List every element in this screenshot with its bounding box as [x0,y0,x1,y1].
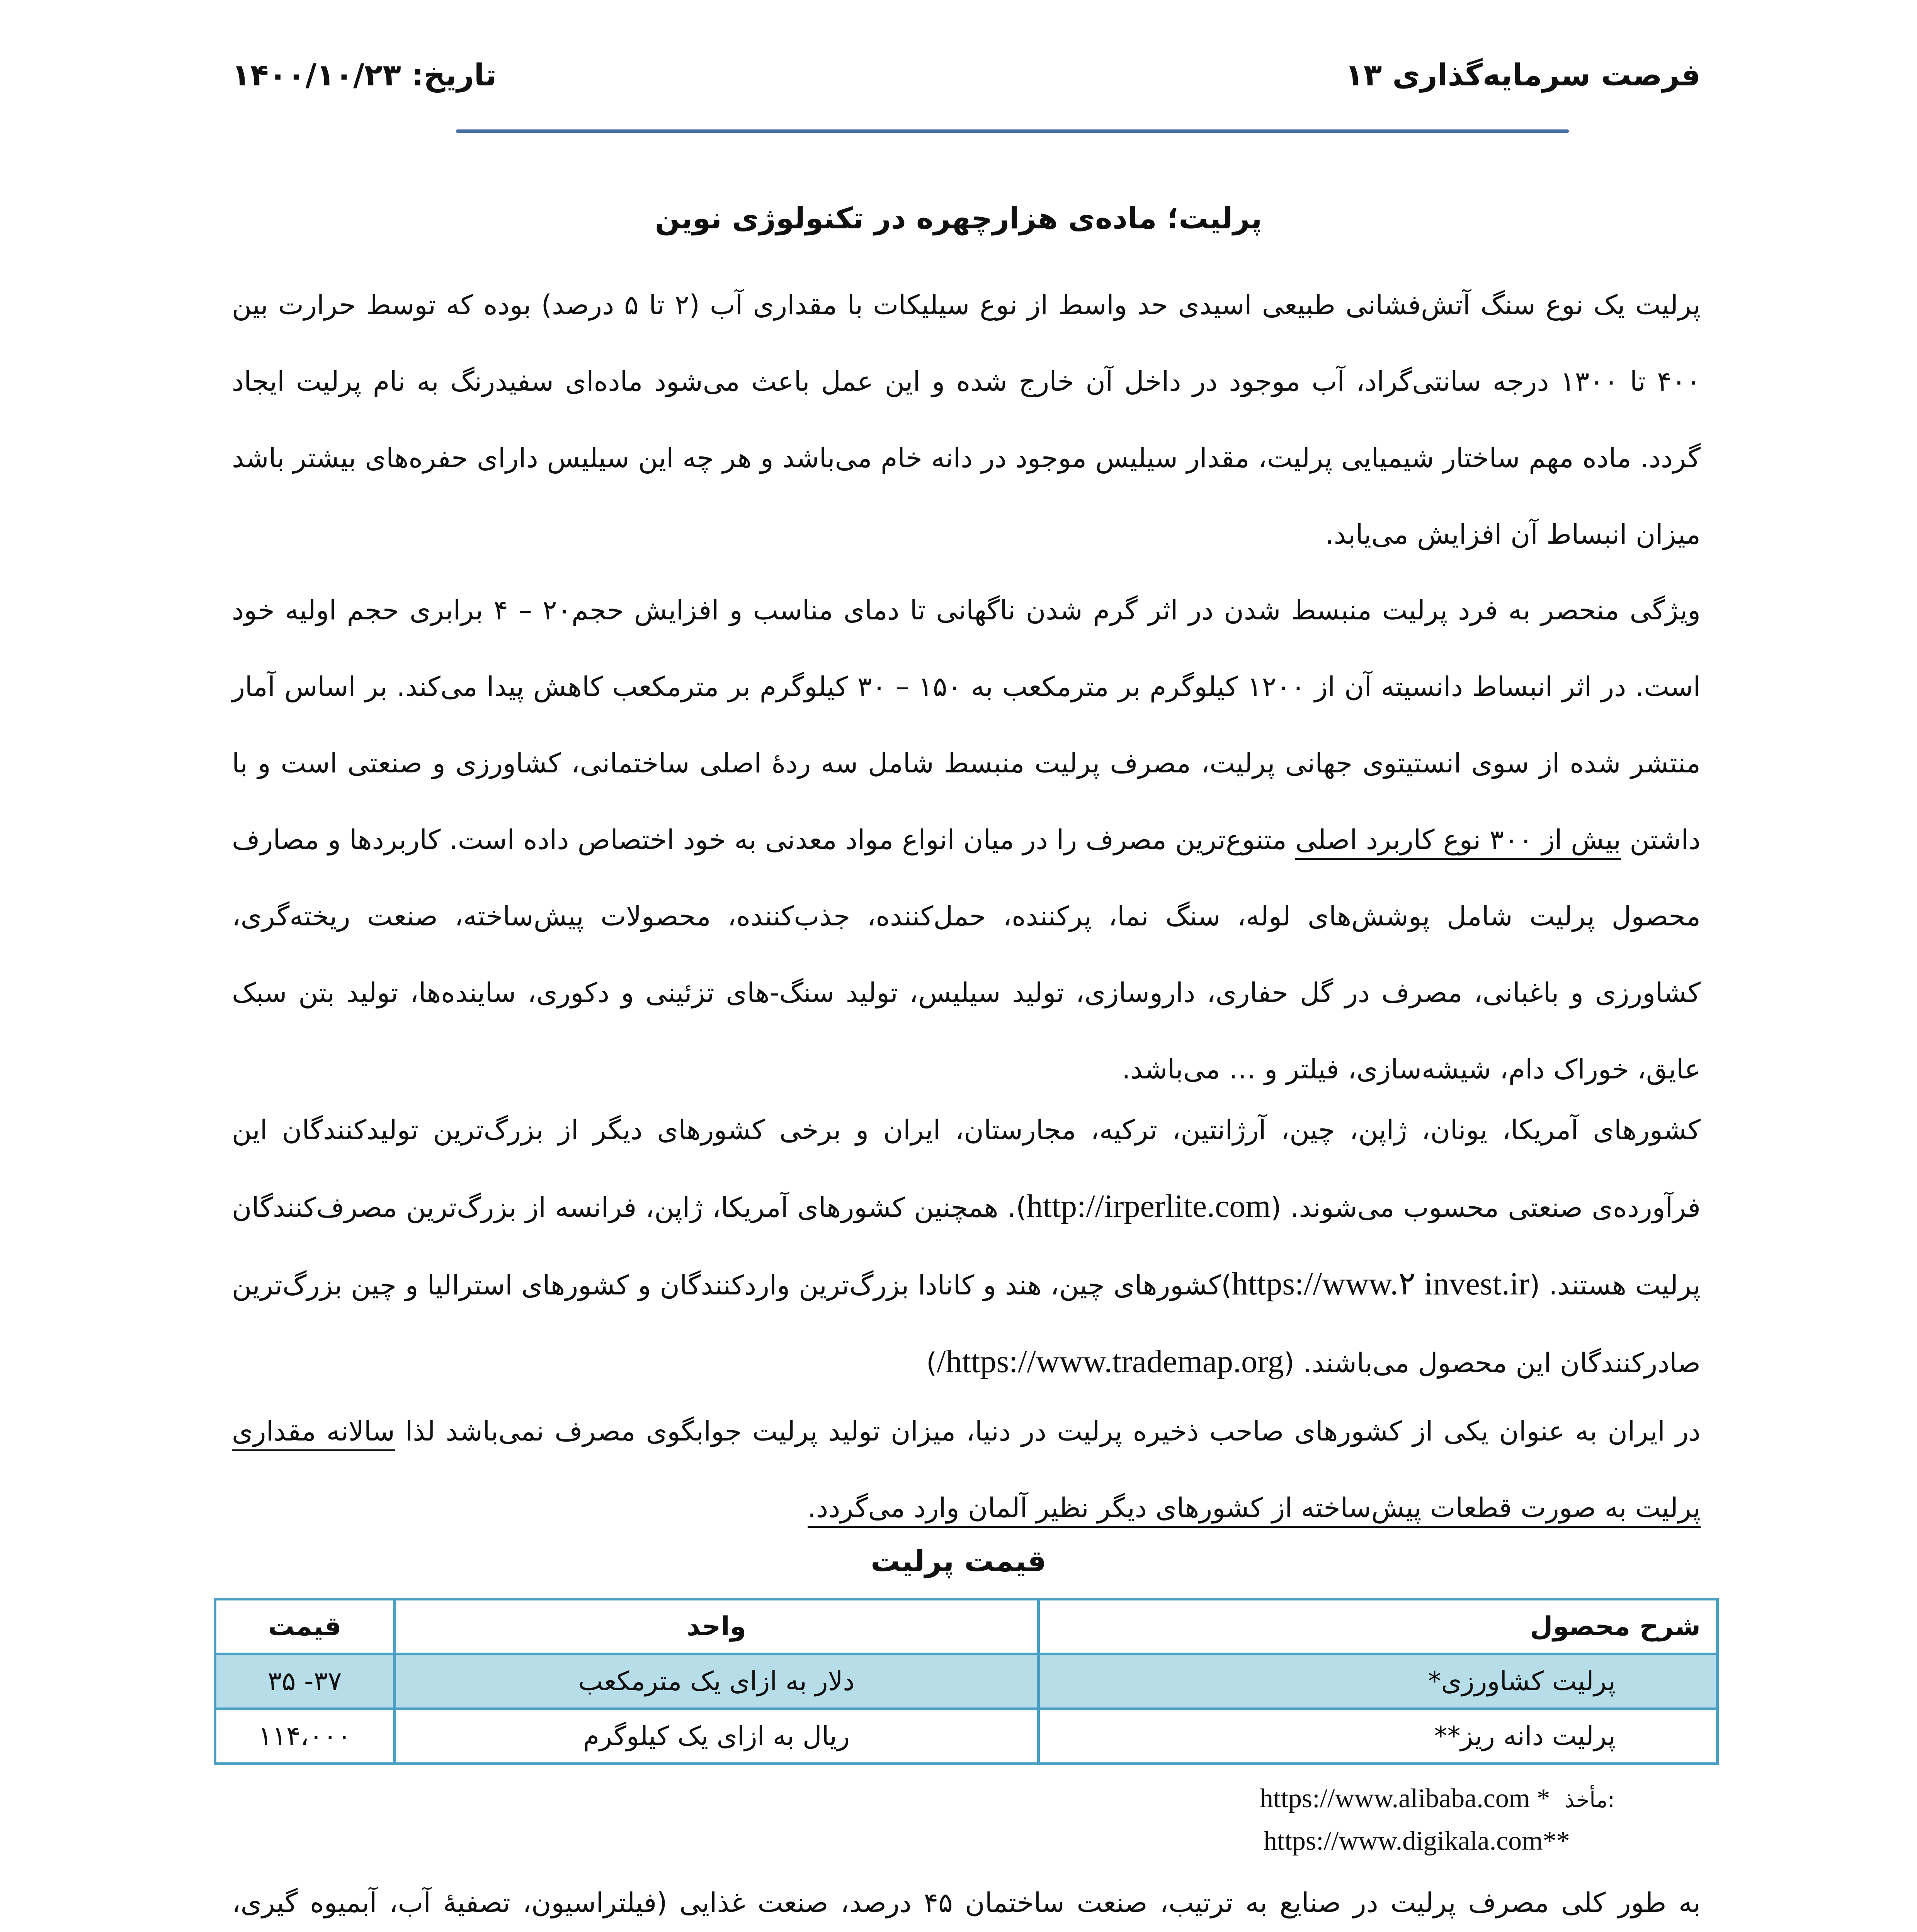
source-line-2 [1264,1826,1570,1857]
price-table-title: قیمت پرلیت [871,1544,1046,1578]
paragraph-consumption [232,1864,1701,1932]
paragraph-countries-text-c: )کشورهای چین، هند و کانادا بزرگ‌ترین واردکنندگان و کشورهای استرالیا و چین بزرگ‌ترین صادرکنندگان این محصول می‌باشند. ( [232,1269,1701,1379]
cell-unit: دلار به ازای یک مترمکعب [395,1654,1039,1709]
paragraph-countries-text-b: ). همچنین کشورهای آمریکا، ژاپن، فرانسه از بزرگ‌ترین مصرف‌کنندگان پرلیت هستند. ( [232,1192,1701,1301]
source-line-1 [1260,1783,1615,1814]
paragraph-intro [232,267,1701,573]
table-row [215,1709,1718,1764]
doc-series-title: فرصت سرمایه‌گذاری ۱۳ [1345,58,1701,93]
cell-price: ۳۷- ۳۵ [215,1654,395,1709]
table-header-row [215,1599,1718,1654]
header-divider [456,129,1569,133]
paragraph-countries-text-d: ) [926,1347,937,1379]
article-title: پرلیت؛ ماده‌ی هزارچهره در تکنولوژی نوین [655,201,1262,235]
cell-unit: ریال به ازای یک کیلوگرم [395,1709,1039,1764]
paragraph-countries [232,1092,1701,1401]
paragraph-iran [232,1393,1701,1546]
paragraph-intro-text: پرلیت یک نوع سنگ آتش‌فشانی طبیعی اسیدی حد واسط از نوع سیلیکات با مقداری آب (۲ تا ۵ درصد) بوده که توسط حرارت بین ۴۰۰ تا ۱۳۰۰ درجه سانتی‌گراد، آب موجود در داخل آن خارج شده و این عمل باعث می‌شود ماده‌ای سفیدرنگ به نام پرلیت ایجاد گردد. ماده مهم ساختار شیمیایی پرلیت، مقدار سیلیس موجود در دانه خام می‌باشد و هر چه این سیلیس دارای حفره‌های بیشتر باشد میزان انبساط آن افزایش می‌یابد. [232,289,1701,550]
link-invest[interactable]: https://www.۲ invest.ir [1232,1266,1530,1302]
source-label: مأخذ: [1565,1787,1615,1813]
table-row [215,1654,1718,1709]
cell-price: ۱۱۴،۰۰۰ [215,1709,395,1764]
price-table [214,1598,1719,1765]
header-price: قیمت [215,1599,395,1654]
cell-product: پرلیت دانه ریز** [1039,1709,1718,1764]
source-alibaba[interactable]: https://www.alibaba.com * [1260,1784,1550,1813]
paragraph-consumption-text: به طور کلی مصرف پرلیت در صنایع به ترتیب، صنعت ساختمان ۴۵ درصد، صنعت غذایی (فیلتراسیون، تصفیهٔ آب، آبمیوه گیری، [232,1887,1701,1918]
paragraph-iran-text: در ایران به عنوان یکی از کشورهای صاحب ذخیره پرلیت در دنیا، میزان تولید پرلیت جوابگوی مصرف نمی‌باشد لذا [405,1415,1701,1447]
underlined-uses: بیش از ۳۰۰ نوع کاربرد اصلی [1295,824,1621,860]
header-product: شرح محصول [1039,1599,1718,1654]
header-unit: واحد [395,1599,1039,1654]
cell-product: پرلیت کشاورزی* [1039,1654,1718,1709]
paragraph-properties [232,572,1701,1107]
link-irperlite[interactable]: http://irperlite.com [1026,1188,1271,1224]
underlined-import: سالانه مقداری پرلیت به صورت قطعات پیش‌ساخته از کشورهای دیگر نظیر آلمان وارد می‌گردد. [232,1415,1701,1528]
link-trademap[interactable]: https://www.trademap.org/ [937,1344,1284,1379]
paragraph-properties-text-b: متنوع‌ترین مصرف را در میان انواع مواد معدنی به خود اختصاص داده است. کاربردها و مصارف محصول پرلیت شامل پوشش‌های لوله، سنگ نما، پرکننده، حمل‌کننده، جذب‌کننده، محصولات پیش‌ساخته، صنعت ریخته‌گری، کشاورزی و باغبانی، مصرف در گل حفاری، داروسازی، تولید سیلیس، تولید سنگ‌-های تزئینی و دکوری، ساینده‌ها، تولید بتن سبک عایق، خوراک دام، شیشه‌سازی، فیلتر و … می‌باشد. [232,824,1701,1085]
paragraph-properties-text-a: ویژگی منحصر به فرد پرلیت منبسط شدن در اثر گرم شدن ناگهانی تا دمای مناسب و افزایش حجم۲۰ – ۴ برابری حجم اولیه خود است. در اثر انبساط دانسیته آن از ۱۲۰۰ کیلوگرم بر مترمکعب به ۱۵۰ – ۳۰ کیلوگرم بر مترمکعب کاهش پیدا می‌کند. بر اساس آمار منتشر شده از سوی انستیتوی جهانی پرلیت، مصرف پرلیت منبسط شامل سه ردهٔ اصلی ساختمانی، کشاورزی و صنعتی است و با داشتن [232,594,1701,855]
paragraph-countries-text-a: کشورهای آمریکا، یونان، ژاپن، چین، آرژانتین، ترکیه، مجارستان، ایران و برخی کشورهای دیگر از بزرگ‌ترین تولیدکنندگان این فرآورده‌ی صنعتی محسوب می‌شوند. ( [232,1114,1701,1223]
source-digikala[interactable]: https://www.digikala.com** [1264,1826,1570,1856]
doc-date: تاریخ: ۱۴۰۰/۱۰/۲۳ [232,58,497,93]
